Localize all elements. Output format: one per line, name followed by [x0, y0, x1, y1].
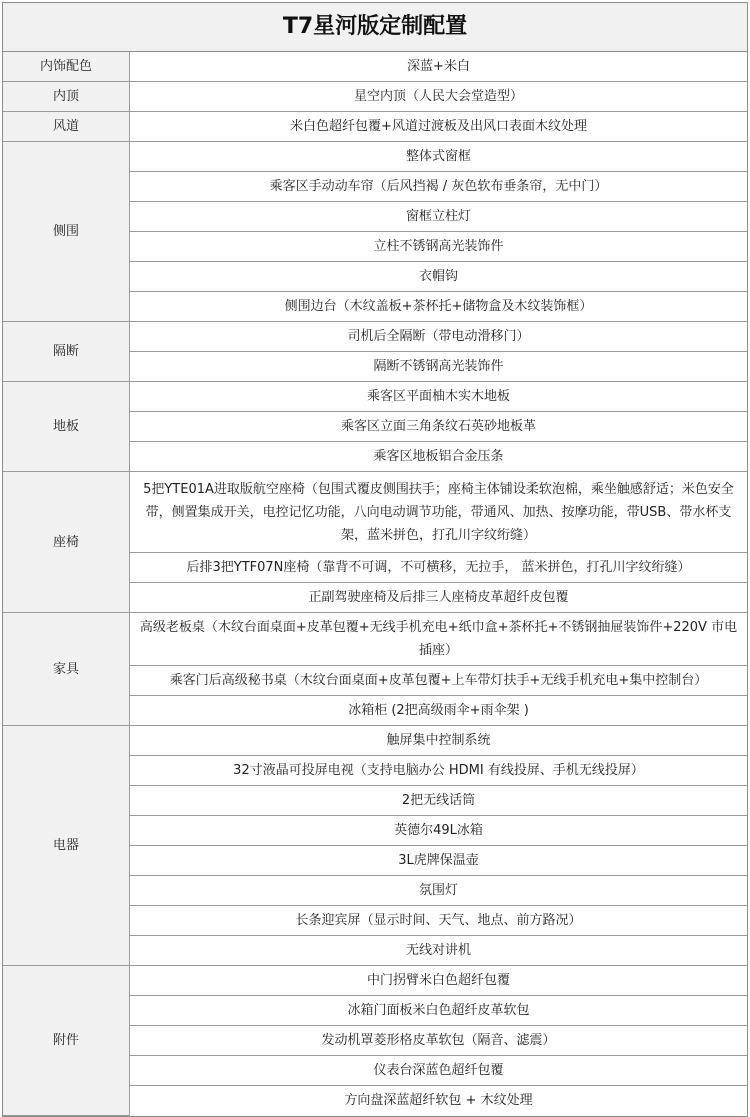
config-item-cell: 高级老板桌（木纹台面桌面+皮革包覆+无线手机充电+纸巾盒+茶杯托+不锈钢抽屉装饰件+220V 市电插座）: [130, 613, 748, 666]
config-item-cell: 发动机罩菱形格皮革软包（隔音、滤震）: [130, 1026, 748, 1056]
category-cell: 内饰配色: [3, 52, 130, 82]
config-item-cell: 隔断不锈钢高光装饰件: [130, 352, 748, 382]
category-cell: 内顶: [3, 82, 130, 112]
config-item-cell: 32寸液晶可投屏电视（支持电脑办公 HDMI 有线投屏、手机无线投屏）: [130, 756, 748, 786]
category-cell: 电器: [3, 726, 130, 966]
page-title: T7星河版定制配置: [3, 3, 747, 52]
config-table-body: [3, 52, 747, 1115]
config-table: [3, 52, 747, 1116]
table-row: [3, 82, 747, 112]
config-item-cell: 后排3把YTF07N座椅（靠背不可调，不可横移，无拉手， 蓝米拼色，打孔川字纹绗缝）: [130, 553, 748, 583]
category-cell: 侧围: [3, 142, 130, 322]
config-item-cell: 乘客门后高级秘书桌（木纹台面桌面+皮革包覆+上车带灯扶手+无线手机充电+集中控制台）: [130, 666, 748, 696]
table-row: [3, 112, 747, 142]
config-item-cell: 乘客区立面三角条纹石英砂地板革: [130, 412, 748, 442]
config-item-cell: 触屏集中控制系统: [130, 726, 748, 756]
config-item-cell: 正副驾驶座椅及后排三人座椅皮革超纤皮包覆: [130, 583, 748, 613]
table-row: [3, 382, 747, 412]
config-item-cell: 2把无线话筒: [130, 786, 748, 816]
config-item-cell: 方向盘深蓝超纤软包 + 木纹处理: [344, 1093, 533, 1108]
table-row: [3, 142, 747, 172]
category-cell: 附件: [3, 966, 130, 1116]
category-cell: 家具: [3, 613, 130, 726]
config-item-cell: 米白色超纤包覆+风道过渡板及出风口表面木纹处理: [130, 112, 748, 142]
config-item-cell: 冰箱柜 (2把高级雨伞+雨伞架 ): [130, 696, 748, 726]
config-item-cell: 整体式窗框: [130, 142, 748, 172]
config-sheet: [2, 2, 748, 1117]
config-item-cell: 星空内顶（人民大会堂造型）: [130, 82, 748, 112]
config-item-cell: 英德尔49L冰箱: [130, 816, 748, 846]
config-item-cell: 仪表台深蓝色超纤包覆: [130, 1056, 748, 1086]
config-item-cell: 立柱不锈钢高光装饰件: [130, 232, 748, 262]
config-item-cell: 侧围边台（木纹盖板+茶杯托+储物盒及木纹装饰框）: [130, 292, 748, 322]
config-item-cell: 衣帽钩: [130, 262, 748, 292]
table-row: [3, 613, 747, 666]
table-row: [3, 726, 747, 756]
config-item-cell: 窗框立柱灯: [130, 202, 748, 232]
config-item-cell: 乘客区平面柚木实木地板: [130, 382, 748, 412]
table-row: [3, 966, 747, 996]
config-item-cell: 冰箱门面板米白色超纤皮革软包: [130, 996, 748, 1026]
config-item-cell: 乘客区地板铝合金压条: [130, 442, 748, 472]
config-item-cell: 5把YTE01A进取版航空座椅（包围式覆皮侧围扶手；座椅主体铺设柔软泡棉，乘坐触感舒适；米色安全带，侧置集成开关，电控记忆功能，八向电动调节功能，带通风、加热、按摩功能，带USB、带水杯支架，蓝米拼色，打孔川字纹绗缝）: [130, 472, 748, 553]
table-row: [3, 322, 747, 352]
category-cell: 风道: [3, 112, 130, 142]
category-cell: 地板: [3, 382, 130, 472]
config-item-cell: 乘客区手动动车帘（后风挡褐 / 灰色软布垂条帘，无中门）: [130, 172, 748, 202]
category-cell: 座椅: [3, 472, 130, 613]
config-item-cell: 深蓝+米白: [130, 52, 748, 82]
config-item-cell: 长条迎宾屏（显示时间、天气、地点、前方路况）: [130, 906, 748, 936]
category-cell: 隔断: [3, 322, 130, 382]
config-item-cell: 3L虎牌保温壶: [130, 846, 748, 876]
config-item-cell: 无线对讲机: [130, 936, 748, 966]
table-row: [3, 472, 747, 553]
table-row: [3, 52, 747, 82]
config-item-cell: 中门拐臂米白色超纤包覆: [130, 966, 748, 996]
config-item-cell: 司机后全隔断（带电动滑移门）: [130, 322, 748, 352]
config-item-cell: 氛围灯: [130, 876, 748, 906]
